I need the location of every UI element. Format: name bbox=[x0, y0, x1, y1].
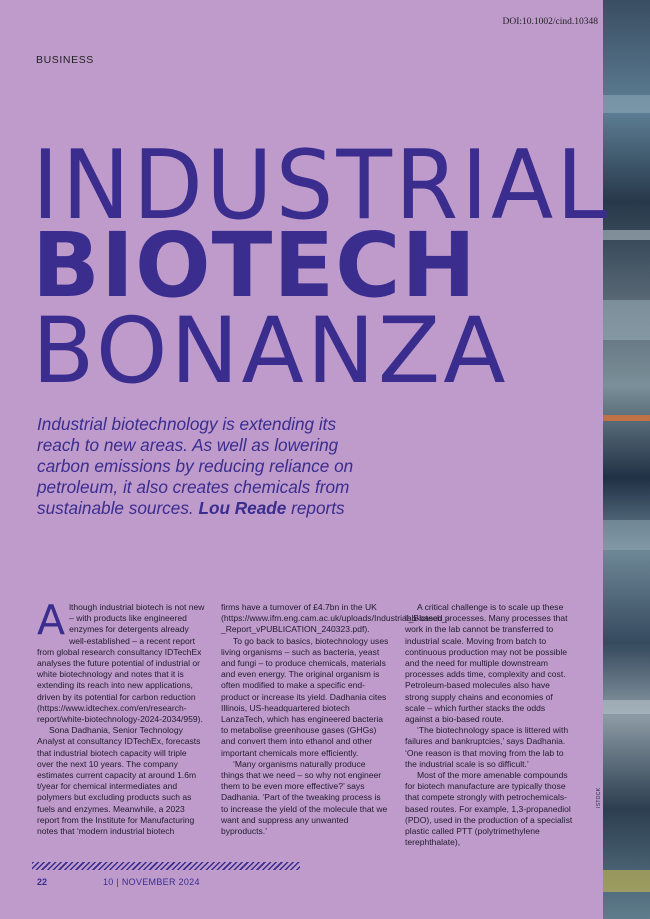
headline-line-1: INDUSTRIAL bbox=[32, 130, 610, 241]
paragraph: Most of the more amenable compounds for biotech manufacture are typically those that compete strongly with petrochemicals-based routes. For example, 1,3-propanediol (PDO), used in the production of a specialist plastic called PTT (polytrimethylene terephthalate), bbox=[405, 770, 573, 848]
doi: DOI:10.1002/cind.10348 bbox=[502, 17, 598, 27]
column-2 bbox=[221, 602, 450, 837]
paragraph: ‘The biotechnology space is littered with failures and bankruptcies,’ says Dadhania. ‘One reason is that moving from the lab to the industrial scale is so difficult.’ bbox=[405, 725, 569, 769]
column-3 bbox=[405, 602, 573, 848]
paragraph bbox=[37, 596, 205, 725]
standfirst-text: Industrial biotechnology is extending its reach to new areas. As well as lowering carbon emissions by reducing reliance on petroleum, it also creates chemicals from sustainable sources. bbox=[37, 414, 354, 518]
paragraph: Sona Dadhania, Senior Technology Analyst at consultancy IDTechEx, forecasts that industrial biotech capacity will triple over the next 10 years. The company estimates current capacity at around 1.6m t/year for chemical intermediates and polymers but excluding products such as fuels and enzymes. Meanwhile, a 2023 report from the Institute for Manufacturing notes that ‘modern industrial biotech bbox=[37, 725, 201, 837]
drop-cap: A bbox=[37, 596, 66, 644]
headline-line-3: BONANZA bbox=[32, 299, 509, 404]
paragraph: A critical challenge is to scale up these lab-based processes. Many processes that work in the lab cannot be transferred to industrial scale. Moving from batch to continuous production may not be possible and the need for multiple downstream processes adds time, complexity and cost. Petroleum-based molecules also have strong supply chains and economies of scale – which further stacks the odds against a bio-based route. bbox=[405, 602, 568, 725]
standfirst-suffix: reports bbox=[291, 498, 345, 518]
paragraph: ‘Many organisms naturally produce things that we need – so why not engineer them to be even more effective?’ says Dadhania. ‘Part of the tweaking process is to increase the yield of the molecule that we want and suppress any unwanted byproducts.’ bbox=[221, 758, 388, 837]
paragraph: To go back to basics, biotechnology uses living organisms – such as bacteria, yeast and fungi – to produce chemicals, materials and even energy. The original organism is often modified to make a specific end-product or increase its yield. Dadhania cites Illinois, US-headquartered biotech LanzaTech, which has engineered bacteria to metabolise greenhouse gases (GHGs) and convert them into ethanol and other important chemicals more efficiently. bbox=[221, 635, 389, 758]
standfirst-author: Lou Reade bbox=[198, 498, 287, 518]
column-1 bbox=[37, 596, 205, 837]
paragraph-text: lthough industrial biotech is not new – with products like engineered enzymes for detergents already well-established – a recent report from global research consultancy IDTechEx analyses the future potential of industrial or white biotechnology and notes that it is extending its reach into new applications, driven by its potential for carbon reduction (https://www.idtechex.com/en/research-report/white-biotechnology-2024-2034/959). bbox=[37, 602, 205, 725]
paragraph: firms have a turnover of £4.7bn in the UK (https://www.ifm.eng.cam.ac.uk/uploads/Industrial_Biotech_-_Report_vPUBLICATION_240323.pdf). bbox=[221, 602, 450, 635]
headline bbox=[32, 130, 610, 404]
decorative-hatch bbox=[32, 862, 300, 870]
issue-label: 10 | NOVEMBER 2024 bbox=[103, 877, 200, 887]
photo-credit: ISTOCK bbox=[596, 787, 602, 808]
page-number: 22 bbox=[37, 877, 48, 887]
standfirst bbox=[37, 414, 382, 519]
headline-line-2: BIOTECH bbox=[32, 213, 477, 317]
photo-strip bbox=[603, 0, 650, 919]
section-label: BUSINESS bbox=[36, 54, 94, 66]
